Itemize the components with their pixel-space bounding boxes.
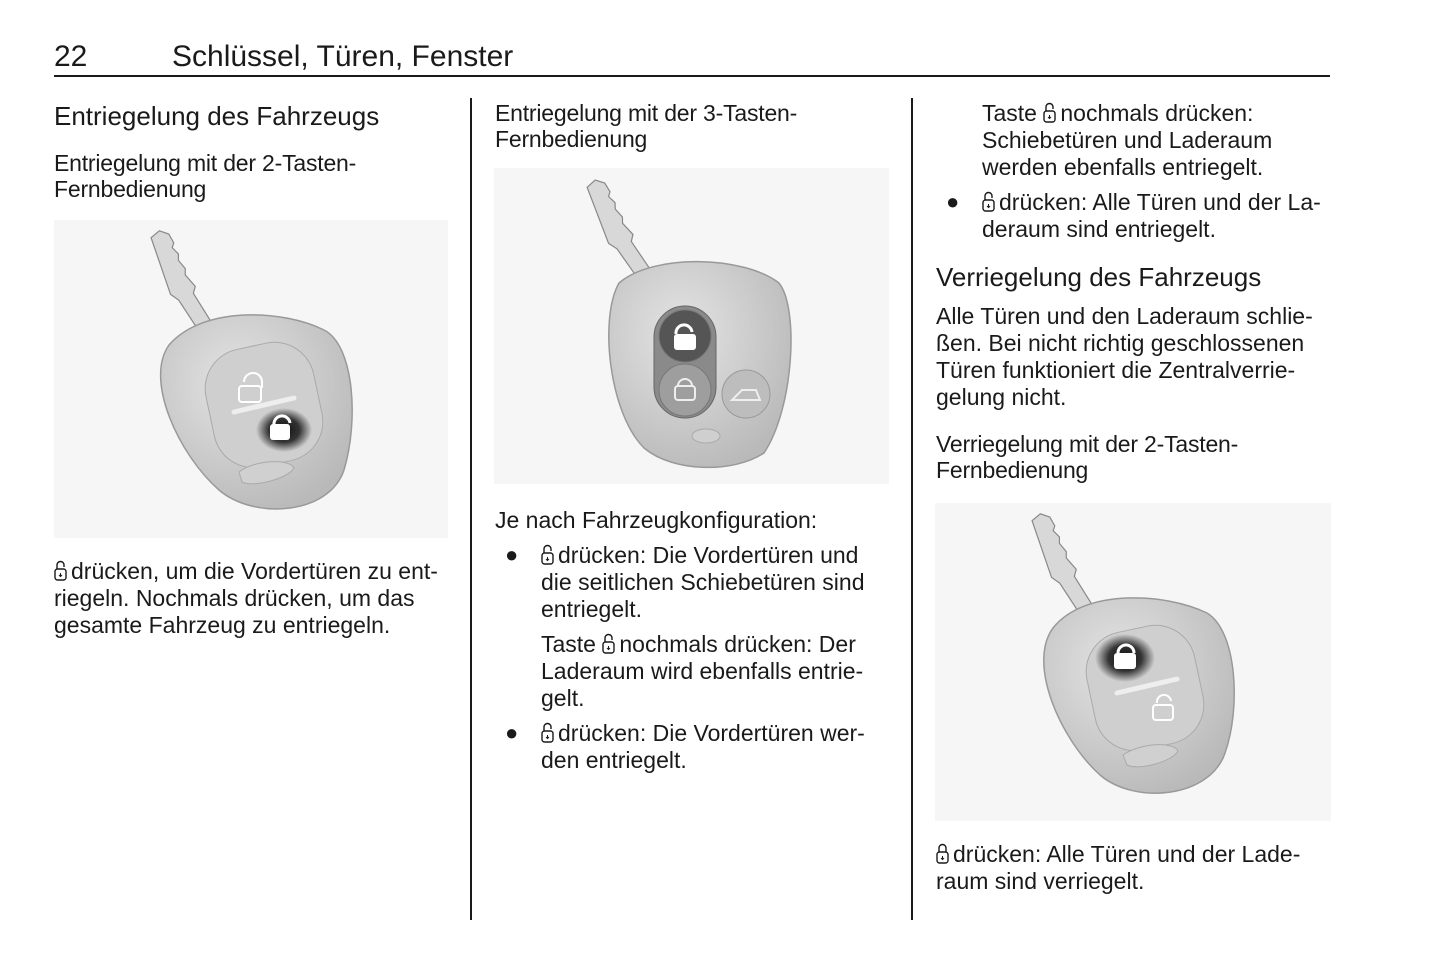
column-1-text: [54, 558, 454, 639]
page-number: 22: [54, 40, 88, 73]
continued-note: Taste nochmals drücken: Schiebetüren und Laderaum werden ebenfalls entriegelt.: [982, 100, 1273, 180]
bullet-item-2: ● drücken: Die Vordertüren wer- den entriegelt.: [505, 720, 865, 773]
lock-2-button-description: drücken: Alle Türen und der Lade- raum sind verriegelt.: [936, 841, 1301, 894]
bullet-item-3: ● drücken: Alle Türen und der La- deraum sind entriegelt.: [946, 189, 1321, 242]
bullet-item-1-note: Taste nochmals drücken: Der Laderaum wird ebenfalls entrie- gelt.: [541, 631, 864, 711]
config-intro: Je nach Fahrzeugkonfiguration:: [495, 507, 818, 533]
lock-icon: [936, 843, 949, 865]
subheading-2-button-unlock: Entriegelung mit der 2-Tasten- Fernbedienung: [54, 150, 357, 202]
figure-2-button-key-lock: [935, 503, 1331, 821]
unlock-icon: [602, 633, 615, 655]
chapter-title: Schlüssel, Türen, Fenster: [172, 40, 514, 73]
column-2-text: [495, 507, 895, 774]
unlock-icon: [541, 722, 554, 744]
figure-2-button-key-unlock: [54, 220, 448, 538]
subheading-2-button-lock: Verriegelung mit der 2-Tasten- Fernbedienung: [936, 431, 1239, 483]
figure-3-button-key-unlock: [494, 168, 889, 484]
column-divider-1: [470, 98, 472, 920]
column-2: [495, 100, 895, 152]
unlock-icon: [1043, 102, 1056, 124]
header-rule: [54, 75, 1330, 77]
subheading-3-button-unlock: Entriegelung mit der 3-Tasten- Fernbedienung: [495, 100, 798, 152]
column-3: [936, 100, 1336, 483]
column-3-text: [936, 841, 1336, 895]
section-heading-unlock: Entriegelung des Fahrzeugs: [54, 101, 380, 131]
column-divider-2: [911, 98, 913, 920]
unlock-icon: [54, 560, 67, 582]
bullet-dot: ●: [505, 542, 519, 567]
section-heading-lock: Verriegelung des Fahrzeugs: [936, 262, 1262, 292]
column-1: [54, 100, 454, 202]
unlock-2-button-description: drücken, um die Vordertüren zu ent- riegeln. Nochmals drücken, um das gesamte Fahrzeug zu entriegeln.: [54, 558, 438, 638]
bullet-dot: ●: [505, 720, 519, 745]
bullet-item-1: ● drücken: Die Vordertüren und die seitlichen Schiebetüren sind entriegelt. Taste nochmals drücken: Der Laderaum wird ebenfalls entrie- gelt.: [495, 542, 895, 712]
bullet-dot: ●: [946, 189, 960, 214]
lock-intro: Alle Türen und den Laderaum schlie- ßen. Bei nicht richtig geschlossenen Türen funktioniert die Zentralverrie- gelung nicht.: [936, 303, 1313, 410]
unlock-icon: [541, 544, 554, 566]
unlock-icon: [982, 191, 995, 213]
